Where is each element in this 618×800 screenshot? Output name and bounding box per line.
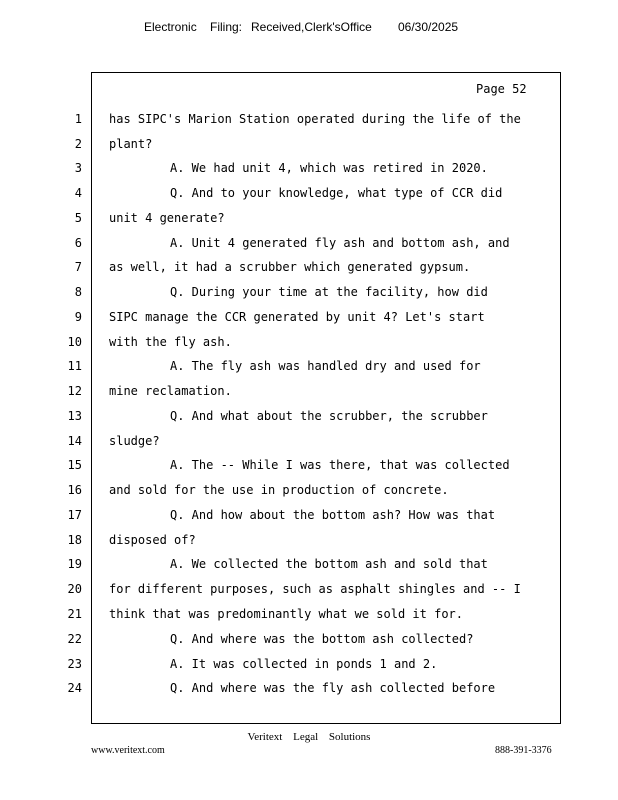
transcript-line: for different purposes, such as asphalt shingles and -- I [109,582,521,596]
transcript-line: plant? [109,137,153,151]
transcript-line: A. The fly ash was handled dry and used for [170,359,481,373]
line-number: 24 [67,681,82,695]
line-number: 16 [67,483,82,497]
line-number: 15 [67,458,82,472]
transcript-line: Q. And to your knowledge, what type of CCR did [170,186,503,200]
line-number: 20 [67,582,82,596]
transcript-line: sludge? [109,434,160,448]
transcript-line: Q. And where was the fly ash collected before [170,681,496,695]
transcript-line: Q. During your time at the facility, how did [170,285,488,299]
transcript-line: with the fly ash. [109,335,232,349]
header-received: Received,Clerk'sOffice [251,20,372,34]
transcript-line: A. It was collected in ponds 1 and 2. [170,657,438,671]
transcript-line: mine reclamation. [109,384,232,398]
footer-company: Veritext Legal Solutions [247,731,371,743]
line-number: 12 [67,384,82,398]
footer-website: www.veritext.com [91,745,165,756]
transcript-line: as well, it had a scrubber which generated gypsum. [109,260,471,274]
transcript-line: Q. And where was the bottom ash collected? [170,632,474,646]
line-number: 7 [74,260,82,274]
line-number: 19 [67,557,82,571]
transcript-line: has SIPC's Marion Station operated during the life of the [109,112,521,126]
line-number: 18 [67,533,82,547]
transcript-line: think that was predominantly what we sold it for. [109,607,464,621]
line-number: 22 [67,632,82,646]
line-number: 17 [67,508,82,522]
transcript-line: A. The -- While I was there, that was collected [170,458,510,472]
line-number: 8 [74,285,82,299]
transcript-line: A. Unit 4 generated fly ash and bottom ash, and [170,236,510,250]
filing-stamp-header [0,20,618,38]
line-number: 21 [67,607,82,621]
line-number: 1 [74,112,82,126]
transcript-line: Q. And how about the bottom ash? How was that [170,508,496,522]
line-number: 13 [67,409,82,423]
transcript-line: disposed of? [109,533,196,547]
line-number: 11 [67,359,82,373]
transcript-line: A. We had unit 4, which was retired in 2020. [170,161,488,175]
footer-phone: 888-391-3376 [495,745,552,756]
page-number: Page 52 [476,82,527,96]
line-number: 4 [74,186,82,200]
line-number: 23 [67,657,82,671]
header-filing: Filing: [210,20,243,34]
line-number: 3 [74,161,82,175]
transcript-line: SIPC manage the CCR generated by unit 4? Let's start [109,310,485,324]
transcript-line: and sold for the use in production of concrete. [109,483,449,497]
line-number: 5 [74,211,82,225]
line-number: 14 [67,434,82,448]
transcript-line: Q. And what about the scrubber, the scrubber [170,409,488,423]
header-electronic: Electronic [144,20,197,34]
line-number: 2 [74,137,82,151]
line-number: 9 [74,310,82,324]
transcript-line: unit 4 generate? [109,211,225,225]
transcript-line: A. We collected the bottom ash and sold that [170,557,488,571]
header-date: 06/30/2025 [398,20,459,34]
line-number: 6 [74,236,82,250]
line-number: 10 [67,335,82,349]
